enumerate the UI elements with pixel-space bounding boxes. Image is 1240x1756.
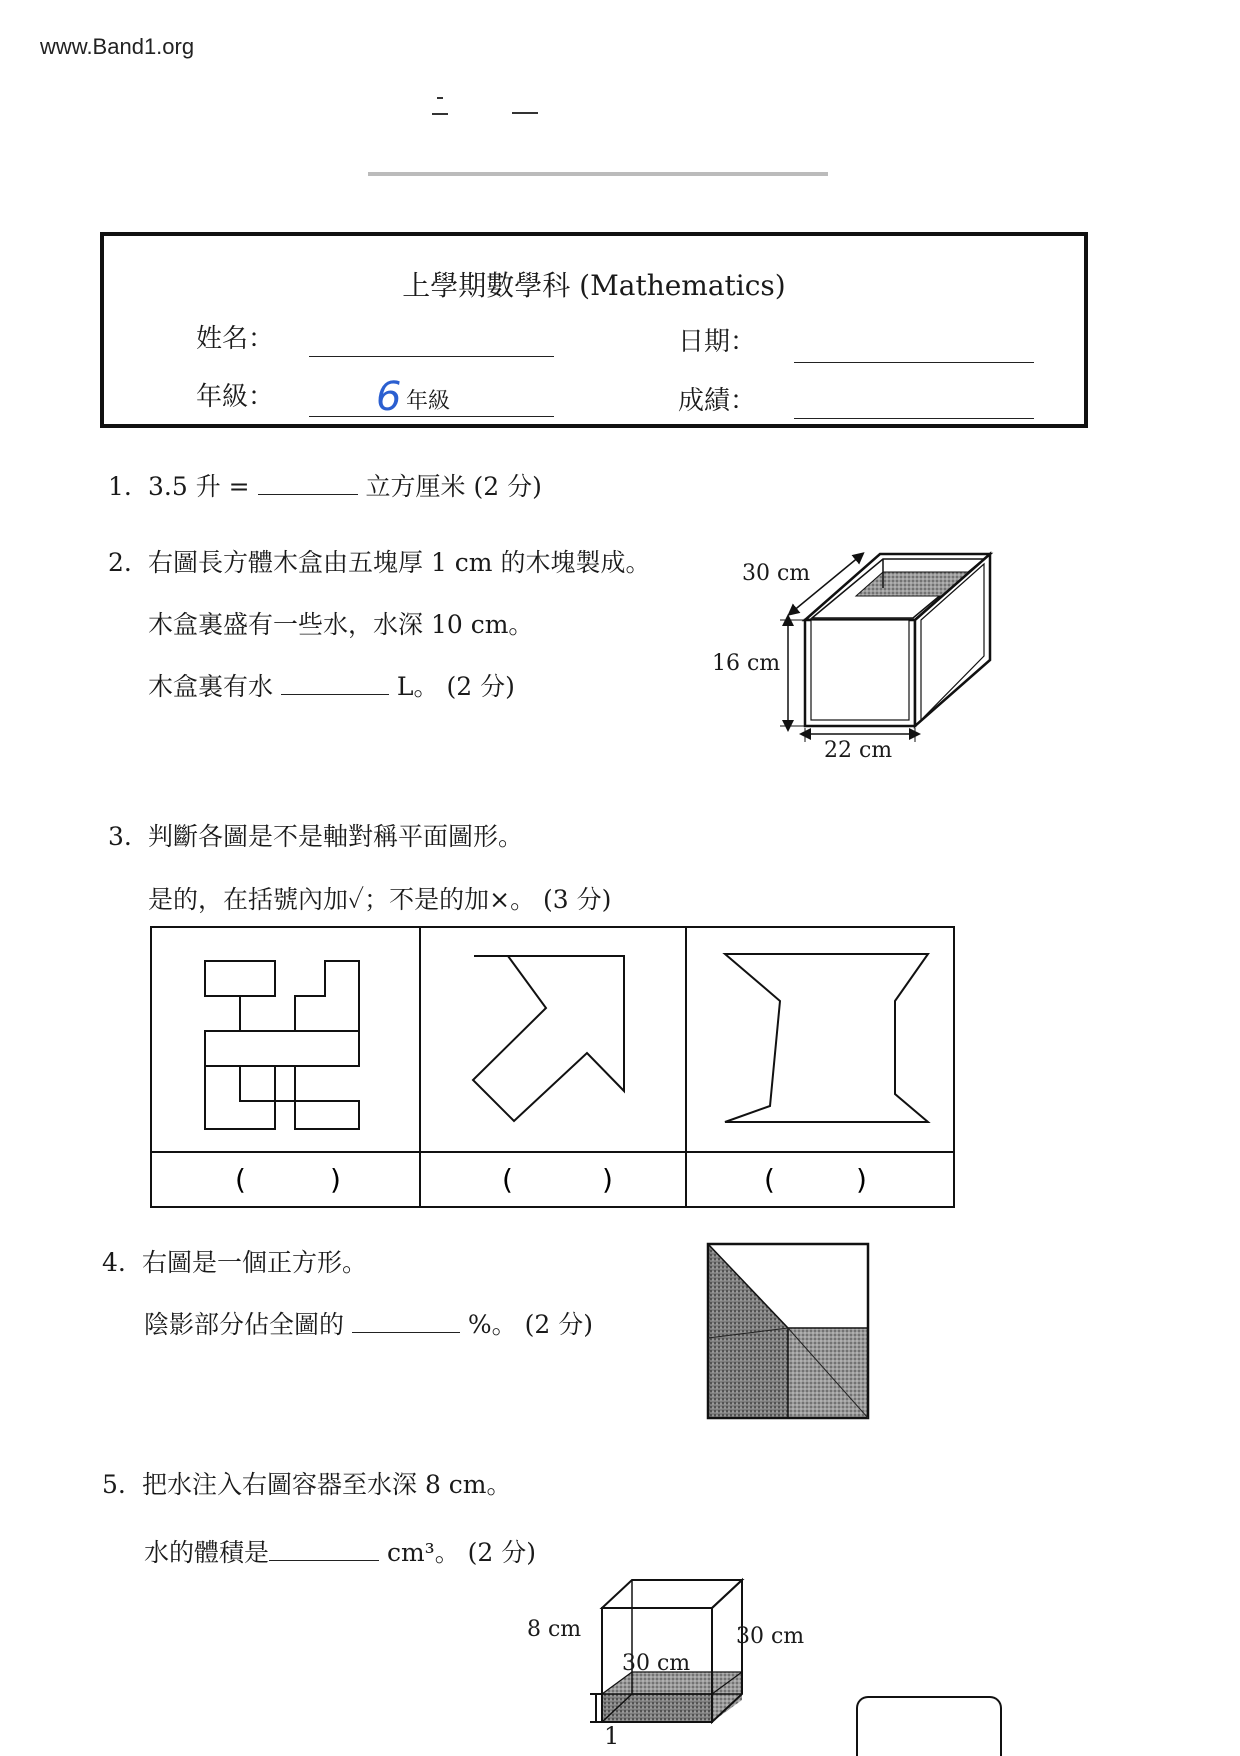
q3-text-2: 是的，在括號內加✓；不是的加×。 (3 分): [148, 885, 612, 914]
question-number: 3.: [108, 822, 132, 851]
name-label: 姓名：: [196, 324, 275, 354]
score-label: 成績：: [678, 386, 757, 416]
exam-title: 上學期數學科 (Mathematics): [402, 269, 786, 302]
paren-open-3: (: [764, 1163, 775, 1196]
question-4-line-2: [144, 1310, 593, 1340]
q2-text-2: 木盒裏盛有一些水，水深 10 cm。: [148, 610, 534, 639]
scan-mark: [368, 172, 828, 176]
grade-label: 年級：: [196, 382, 275, 412]
q2-text-3-post: L。 (2 分): [396, 672, 515, 701]
shape-spool: [725, 954, 928, 1122]
header-box: [100, 232, 1088, 428]
paren-open-2: (: [502, 1163, 513, 1196]
box-width-label: 22 cm: [824, 738, 893, 763]
score-field[interactable]: [794, 418, 1034, 419]
page-number: 1: [604, 1722, 620, 1750]
shaded-square-figure: [706, 1242, 872, 1422]
question-1: [108, 472, 542, 502]
q1-text-pre: 3.5 升 =: [148, 472, 250, 501]
question-4-line-1: [102, 1248, 367, 1278]
site-watermark: www.Band1.org: [40, 34, 195, 59]
symmetry-table: [150, 926, 956, 1210]
paren-close-2: ): [602, 1163, 613, 1196]
scan-mark: [437, 97, 443, 99]
q5-text-1: 把水注入右圖容器至水深 8 cm。: [142, 1470, 512, 1499]
paren-open-1: (: [235, 1163, 246, 1196]
q5-unit: cm³。 (2 分): [386, 1538, 537, 1567]
date-label: 日期：: [678, 327, 757, 357]
cube-width-label: 30 cm: [622, 1651, 691, 1676]
name-field[interactable]: [309, 356, 554, 357]
q4-text-2-post: %。 (2 分): [467, 1310, 593, 1339]
question-number: 5.: [102, 1470, 126, 1499]
question-2-line-1: [108, 548, 650, 578]
q1-answer-blank[interactable]: [258, 494, 358, 495]
water-depth-label: 8 cm: [527, 1617, 582, 1642]
q4-answer-blank[interactable]: [352, 1332, 460, 1333]
grade-field[interactable]: [309, 416, 554, 417]
q2-text-3-pre: 木盒裏有水: [148, 672, 274, 701]
question-number: 2.: [108, 548, 132, 577]
paren-close-3: ): [856, 1163, 867, 1196]
grade-value: 6: [376, 374, 402, 420]
q5-answer-blank[interactable]: [269, 1560, 379, 1561]
question-2-line-3: [148, 672, 515, 702]
question-5-line-1: [102, 1470, 512, 1500]
date-field[interactable]: [794, 362, 1034, 363]
shape-arrow: [473, 956, 624, 1121]
q5-text-2-pre: 水的體積是: [144, 1538, 270, 1567]
cube-depth-label: 30 cm: [736, 1624, 805, 1649]
question-3-line-1: [108, 822, 523, 852]
q4-text-1: 右圖是一個正方形。: [142, 1248, 368, 1277]
shape-pinwheel: [205, 961, 359, 1129]
scan-mark: [432, 113, 448, 115]
question-number: 4.: [102, 1248, 126, 1277]
box-height-label: 16 cm: [712, 651, 781, 676]
question-5-line-2: [144, 1538, 536, 1568]
question-number: 1.: [108, 472, 132, 501]
scan-mark: [512, 112, 538, 114]
paren-close-1: ): [330, 1163, 341, 1196]
grade-unit: 年級: [406, 389, 451, 414]
q2-answer-blank[interactable]: [281, 694, 389, 695]
marks-box: [856, 1696, 1002, 1756]
q4-text-2-pre: 陰影部分佔全圖的: [144, 1310, 345, 1339]
q3-text-1: 判斷各圖是不是軸對稱平面圖形。: [148, 822, 524, 851]
q1-text-post: 立方厘米 (2 分): [365, 472, 542, 501]
box-depth-label: 30 cm: [742, 561, 811, 586]
q2-text-1: 右圖長方體木盒由五塊厚 1 cm 的木塊製成。: [148, 548, 651, 577]
